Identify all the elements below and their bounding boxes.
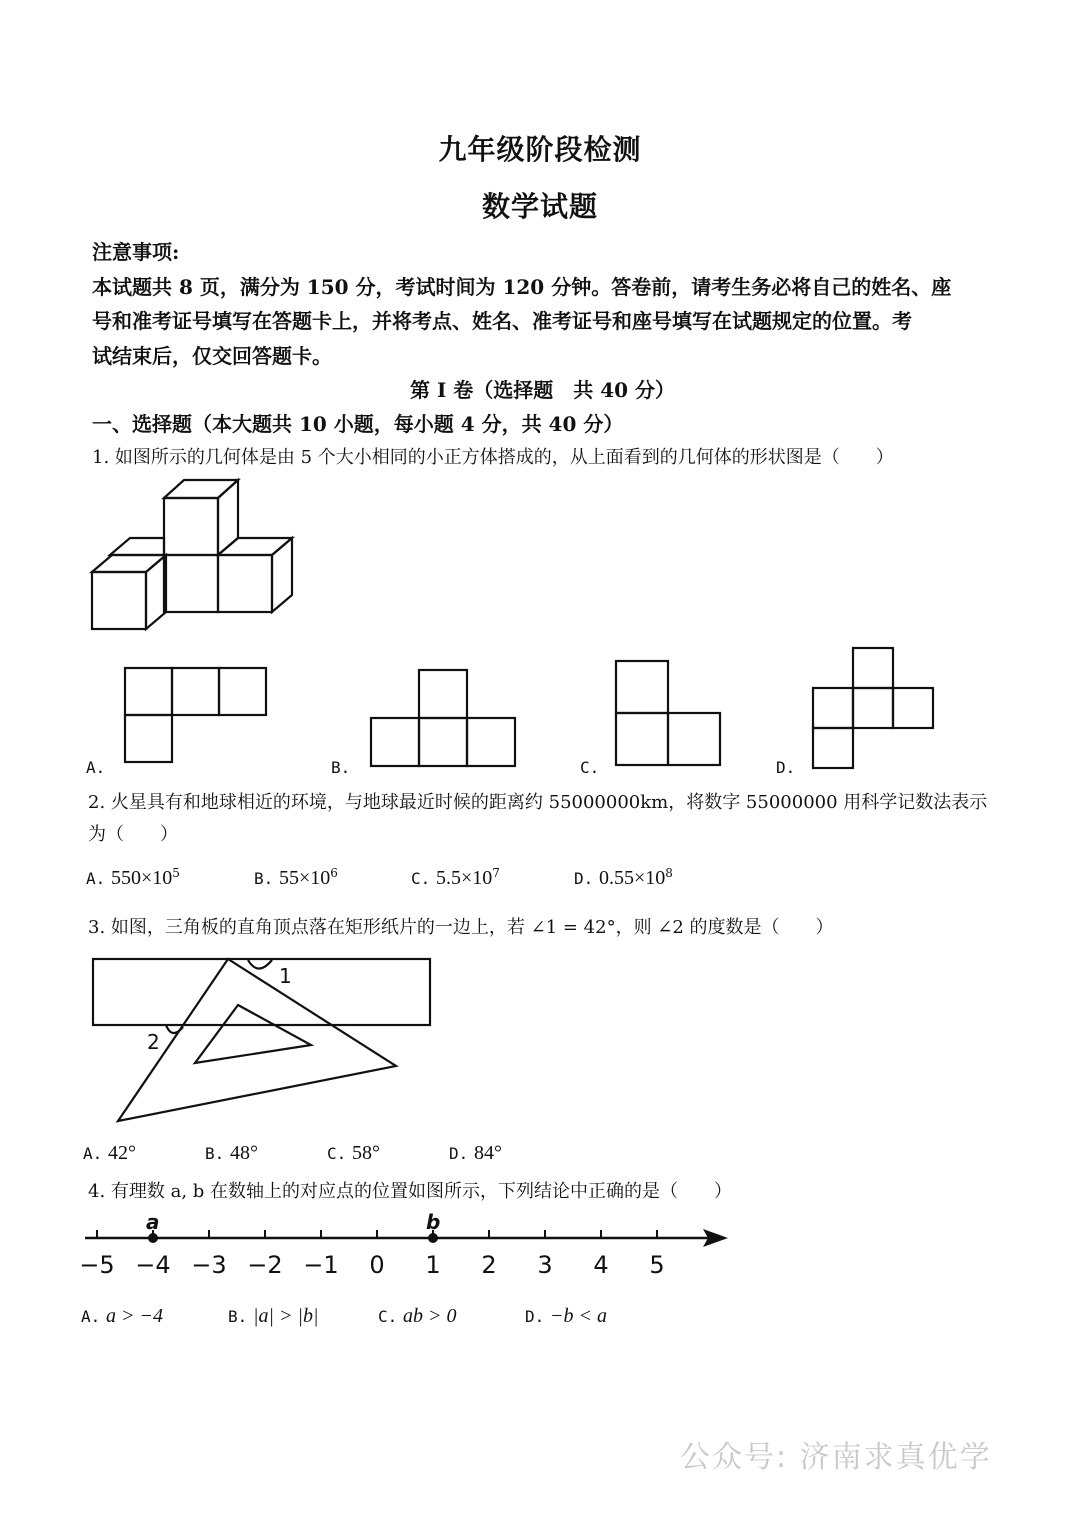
q2-option-a [86, 866, 180, 890]
option-c-figure [616, 661, 720, 765]
q4-option-c-value: ab > 0 [403, 1305, 457, 1327]
question-3-text: 3. 如图，三角板的直角顶点落在矩形纸片的一边上，若 ∠1 = 42°，则 ∠2 的度数是（ ） [88, 917, 834, 938]
angle-1-arc [248, 960, 272, 969]
option-a-figure [125, 668, 266, 762]
point-b-label: b [426, 1210, 441, 1234]
notice-line-1: 本试题共 8 页，满分为 150 分，考试时间为 120 分钟。答卷前，请考生务必将自己的姓名、座 [92, 275, 952, 299]
question-1-text: 1. 如图所示的几何体是由 5 个大小相同的小正方体搭成的，从上面看到的几何体的形状图是（ ） [92, 447, 894, 468]
question-1-figures [0, 470, 1080, 790]
exam-title: 九年级阶段检测 [438, 133, 642, 166]
q2-option-c [411, 866, 500, 890]
number-line-tick-label: −3 [191, 1251, 227, 1279]
q3-option-b-value: 48° [230, 1142, 258, 1164]
volume-title: 第 I 卷（选择题 共 40 分） [410, 378, 676, 402]
q3-option-d-value: 84° [474, 1142, 502, 1164]
q2-option-c-label: C. [411, 869, 431, 888]
q2-option-c-base: 5.5×10 [436, 867, 493, 889]
q4-option-a [81, 1305, 163, 1328]
q3-option-a-label: A. [83, 1144, 103, 1163]
q3-option-d-label: D. [449, 1144, 469, 1163]
q3-option-c [327, 1142, 380, 1165]
option-d-label: D. [776, 758, 796, 777]
angle-1-label: 1 [279, 964, 292, 988]
number-line-tick-label: 3 [537, 1251, 553, 1279]
number-line-tick-label: −2 [247, 1251, 283, 1279]
notice-line-3: 试结束后，仅交回答题卡。 [92, 344, 332, 368]
number-line-tick-label: 1 [425, 1251, 441, 1279]
option-d-figure [813, 648, 933, 768]
number-line-tick-label: 5 [649, 1251, 665, 1279]
question-3-figure [0, 945, 1080, 1130]
number-line-tick-label: 4 [593, 1251, 609, 1279]
q2-option-d-exp: 8 [665, 866, 673, 880]
q4-option-c [378, 1305, 457, 1328]
q2-option-b-label: B. [254, 869, 274, 888]
number-line-tick-label: −5 [79, 1251, 115, 1279]
number-line-tick-label: 2 [481, 1251, 497, 1279]
q2-option-a-base: 550×10 [111, 867, 173, 889]
q2-option-d [574, 866, 673, 890]
q2-option-c-exp: 7 [492, 866, 500, 880]
number-line-tick-label: −1 [303, 1251, 339, 1279]
q3-option-a [83, 1142, 136, 1165]
option-b-figure [371, 670, 515, 766]
q2-option-b [254, 866, 338, 890]
point-a-label: a [146, 1210, 160, 1234]
notice-heading: 注意事项: [92, 240, 180, 264]
q3-option-a-value: 42° [108, 1142, 136, 1164]
point-b-dot [428, 1233, 438, 1243]
subject-title: 数学试题 [481, 190, 598, 223]
number-line-figure [0, 1205, 1080, 1285]
q2-option-a-exp: 5 [172, 866, 180, 880]
number-line-tick-label: −4 [135, 1251, 171, 1279]
point-a-dot [148, 1233, 158, 1243]
notice-line-2: 号和准考证号填写在答题卡上，并将考点、姓名、准考证号和座号填写在试题规定的位置。考 [92, 309, 912, 333]
q4-option-b-value: |a| > |b| [253, 1305, 319, 1327]
q4-option-d-value: −b < a [550, 1305, 607, 1327]
q2-option-d-label: D. [574, 869, 594, 888]
question-2-line-2: 为（ ） [88, 824, 178, 845]
q2-option-d-base: 0.55×10 [599, 867, 666, 889]
q2-option-a-label: A. [86, 869, 106, 888]
option-b-label: B. [331, 758, 351, 777]
q3-option-b [205, 1142, 258, 1165]
angle-2-arc [166, 1025, 183, 1033]
q4-option-d [525, 1305, 607, 1328]
q4-option-b-label: B. [228, 1307, 248, 1326]
q3-option-c-value: 58° [352, 1142, 380, 1164]
cube-solid-figure [92, 480, 292, 629]
question-2-line-1: 2. 火星具有和地球相近的环境，与地球最近时候的距离约 55000000km，将数字 55000000 用科学记数法表示 [88, 792, 988, 813]
watermark: 公众号: 济南求真优学 [680, 1440, 992, 1475]
q4-option-c-label: C. [378, 1307, 398, 1326]
q4-option-a-label: A. [81, 1307, 101, 1326]
q3-option-c-label: C. [327, 1144, 347, 1163]
q2-option-b-exp: 6 [330, 866, 338, 880]
q4-option-d-label: D. [525, 1307, 545, 1326]
number-line-tick-label: 0 [369, 1251, 385, 1279]
q2-option-b-base: 55×10 [279, 867, 331, 889]
angle-2-label: 2 [147, 1030, 160, 1054]
option-a-label: A. [86, 758, 106, 777]
triangle-ruler-inner [195, 1005, 311, 1063]
q4-option-b [228, 1305, 319, 1328]
question-4-text: 4. 有理数 a, b 在数轴上的对应点的位置如图所示，下列结论中正确的是（ ） [88, 1181, 733, 1202]
q3-option-d [449, 1142, 502, 1165]
option-c-label: C. [580, 758, 600, 777]
part-title: 一、选择题（本大题共 10 小题，每小题 4 分，共 40 分） [92, 412, 624, 436]
q3-option-b-label: B. [205, 1144, 225, 1163]
q4-option-a-value: a > −4 [106, 1305, 163, 1327]
